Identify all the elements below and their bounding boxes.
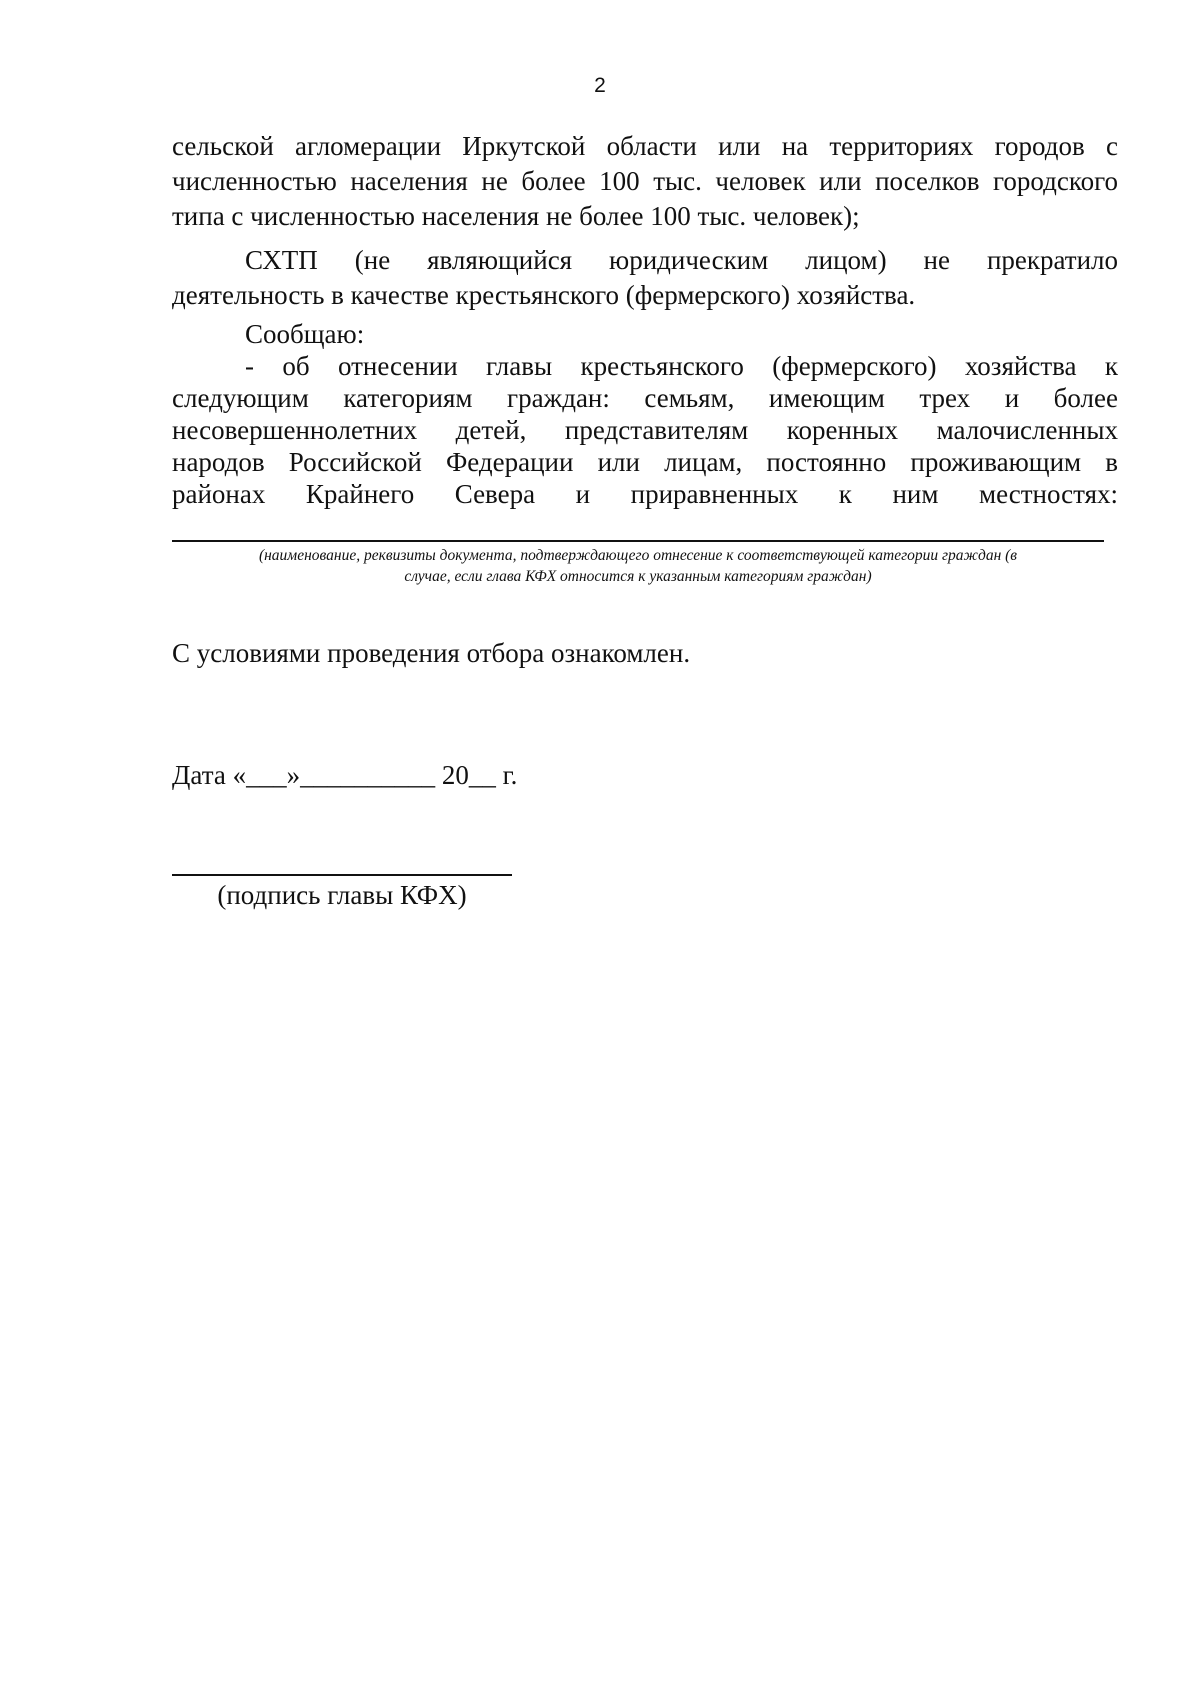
paragraph-line: численностью населения не более 100 тыс. человек или поселков городского [172, 166, 1118, 196]
paragraph-line: сельской агломерации Иркутской области или на территориях городов с [172, 131, 1118, 161]
field-note-line: (наименование, реквизиты документа, подтверждающего отнесение к соответствующей категории граждан (в [258, 547, 1018, 564]
acknowledgement-statement: С условиями проведения отбора ознакомлен. [172, 638, 691, 668]
paragraph-settlement-conditions [172, 129, 1118, 234]
paragraph-line: народов Российской Федерации или лицам, постоянно проживающим в [172, 447, 1118, 477]
paragraph-line: - об отнесении главы крестьянского (фермерского) хозяйства к [245, 351, 1118, 381]
document-fill-line [172, 540, 1104, 542]
signature-caption: (подпись главы КФХ) [217, 880, 467, 910]
paragraph-citizen-categories [172, 350, 1118, 510]
paragraph-line: несовершеннолетних детей, представителям коренных малочисленных [172, 415, 1118, 445]
paragraph-line: следующим категориям граждан: семьям, имеющим трех и более [172, 383, 1118, 413]
signature-line [172, 874, 512, 876]
paragraph-line: деятельность в качестве крестьянского (фермерского) хозяйства. [172, 280, 916, 310]
date-line: Дата «___»__________ 20__ г. [172, 760, 518, 790]
paragraph-line: типа с численностью населения не более 100 тыс. человек); [172, 201, 860, 231]
paragraph-line: СХТП (не являющийся юридическим лицом) не прекратило [245, 245, 1118, 275]
field-note [172, 545, 1104, 587]
greeting: Сообщаю: [245, 319, 365, 349]
paragraph-activity-status [172, 243, 1118, 313]
paragraph-line: районах Крайнего Севера и приравненных к ним местностях: [172, 479, 1118, 509]
page-number: 2 [594, 74, 606, 97]
field-note-line: случае, если глава КФХ относится к указанным категориям граждан) [404, 568, 872, 585]
